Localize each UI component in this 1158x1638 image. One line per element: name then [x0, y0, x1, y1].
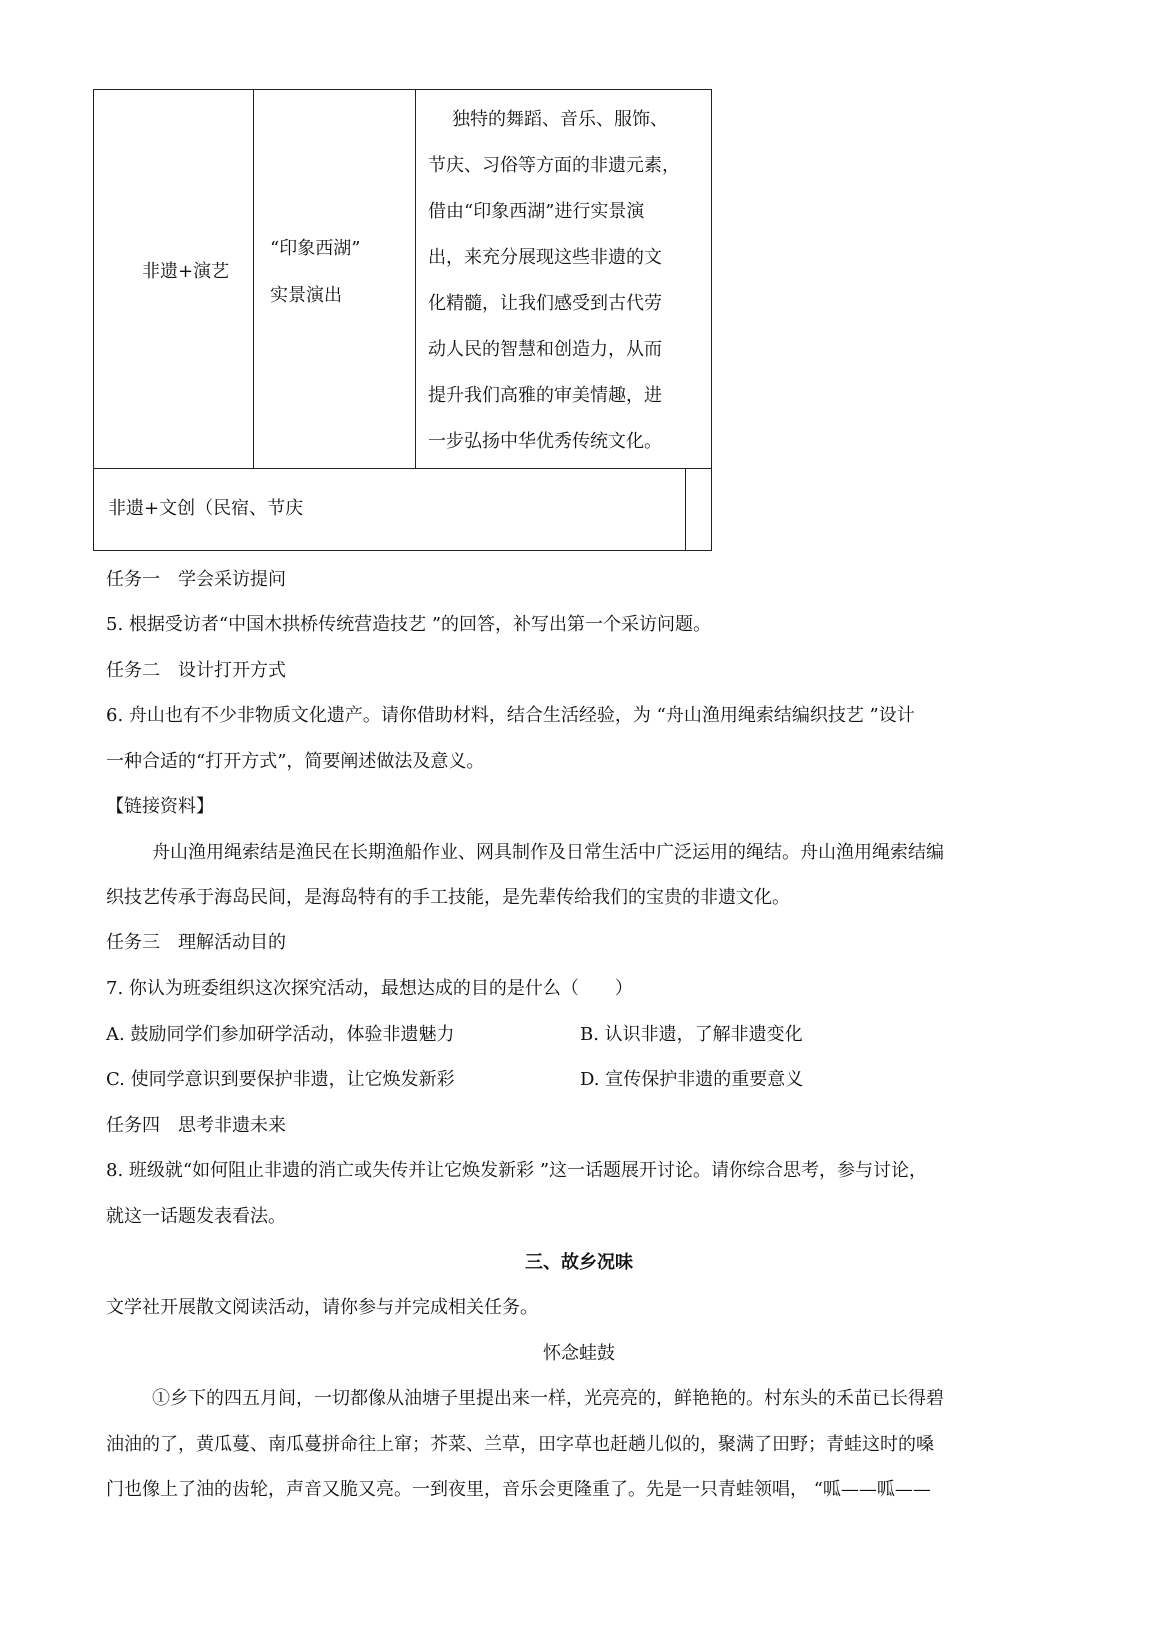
task-heading: 任务四 思考非遗未来	[106, 1115, 286, 1136]
option-a: A. 鼓励同学们参加研学活动，体验非遗魅力	[106, 1024, 455, 1045]
link-material-title: 【链接资料】	[106, 796, 214, 817]
essay-title: 怀念蛙鼓	[543, 1343, 615, 1364]
table-cell-category-2: 非遗+文创（民宿、节庆	[108, 498, 304, 519]
task-heading: 任务三 理解活动目的	[106, 932, 286, 953]
option-b: B. 认识非遗，了解非遗变化	[580, 1024, 803, 1045]
heritage-table: 非遗+演艺 “印象西湖” 实景演出 独特的舞蹈、音乐、服饰、 节庆、习俗等方面的非遗元素， 借由“印象西湖”进行实景演 出，来充分展现这些非遗的文 化精髓，让我们感受到古代劳 动人民的智慧和创造力，从而 提升我们高雅的审美情趣，进 一步弘扬中华优秀传统文化。 非遗+文创（民宿、节庆	[93, 89, 712, 551]
task-heading: 任务一 学会采访提问	[106, 569, 286, 590]
section-intro: 文学社开展散文阅读活动，请你参与并完成相关任务。	[106, 1297, 538, 1318]
section-title: 三、故乡况味	[525, 1252, 633, 1273]
table-cell-category: 非遗+演艺	[142, 261, 230, 282]
table-divider	[253, 90, 254, 468]
table-divider	[415, 90, 416, 468]
question-7: 7. 你认为班委组织这次探究活动，最想达成的目的是什么（ ）	[106, 978, 633, 999]
table-divider	[685, 468, 686, 550]
task-heading: 任务二 设计打开方式	[106, 660, 286, 681]
table-divider	[94, 468, 711, 469]
question-5: 5. 根据受访者“中国木拱桥传统营造技艺 ”的回答，补写出第一个采访问题。	[106, 614, 712, 635]
option-d: D. 宣传保护非遗的重要意义	[580, 1069, 804, 1090]
option-c: C. 使同学意识到要保护非遗，让它焕发新彩	[106, 1069, 455, 1090]
